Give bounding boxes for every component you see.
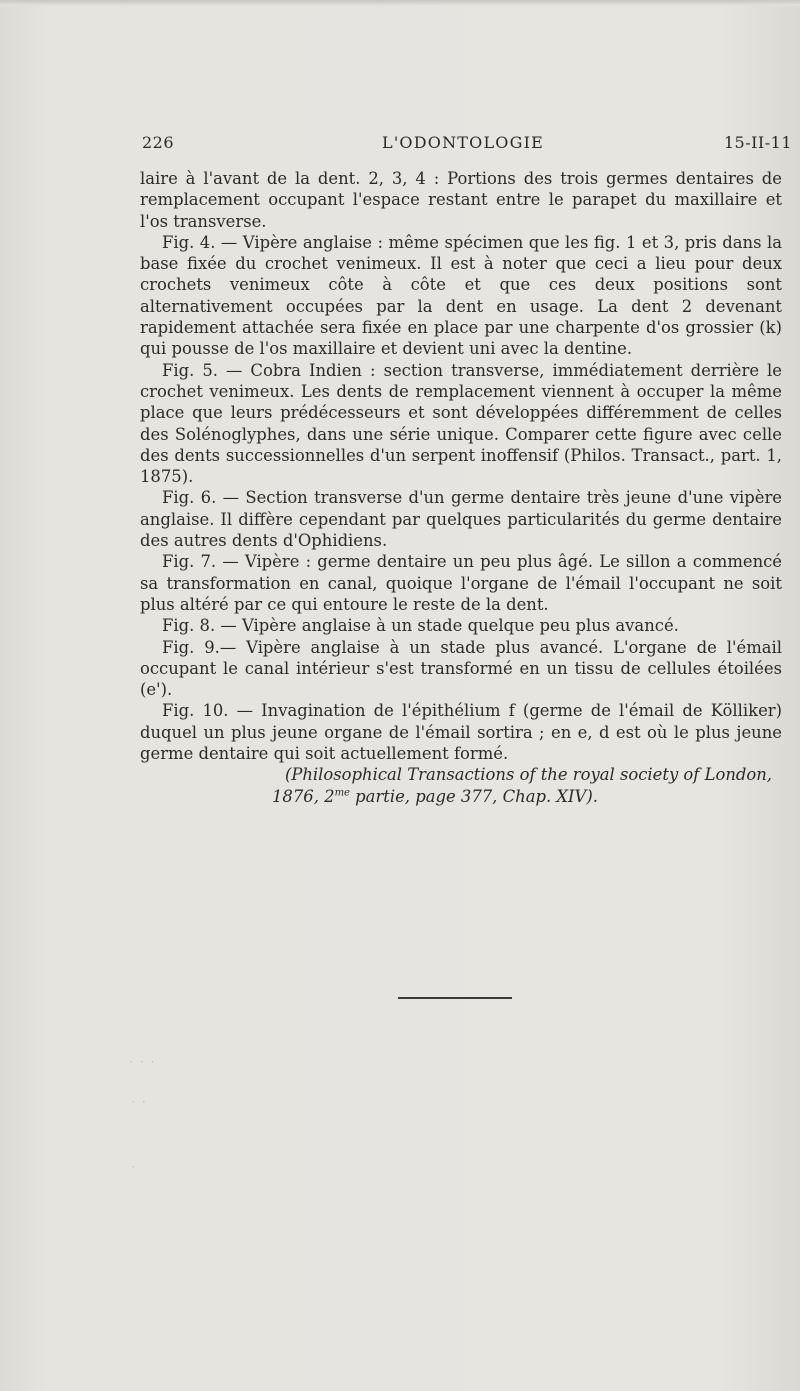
journal-title: L'ODONTOLOGIE: [382, 133, 544, 152]
bleed-through-mark: ˙ ˙: [130, 1100, 148, 1115]
paragraph-fig-6: Fig. 6. — Section transverse d'un germe dentaire très jeune d'une vipère anglaise. Il diffère cependant par quelques particularités du germe dentaire des autres dents d'Ophidiens.: [140, 488, 782, 551]
paragraph-fig-10: Fig. 10. — Invagination de l'épithélium f (germe de l'émail de Kölliker) duquel un plus jeune organe de l'émail sortira ; en e, d est où le plus jeune germe dentaire qui soit actuellement formé.: [140, 701, 782, 764]
running-header: [142, 133, 792, 157]
article-body: [140, 168, 782, 807]
bleed-through-mark: ˙: [130, 1165, 137, 1180]
section-end-rule: [398, 997, 512, 999]
paragraph-fig-5: Fig. 5. — Cobra Indien : section transverse, immédiatement derrière le crochet venimeux. Les dents de remplacement viennent à occuper la même place que leurs prédécesseurs et sont développées différemment de celles des Solénoglyphes, dans une série unique. Comparer cette figure avec celle des dents successionnelles d'un serpent inoffensif (Philos. Transact., part. 1, 1875).: [140, 360, 782, 487]
citation-rest: partie, page 377, Chap. XIV).: [349, 786, 598, 806]
page-number: 226: [142, 133, 175, 152]
paragraph-fig-4: Fig. 4. — Vipère anglaise : même spécimen que les fig. 1 et 3, pris dans la base fixée du crochet venimeux. Il est à noter que ceci a lieu pour deux crochets venimeux côte à côte et que ces deux positions sont alternativement occupées par la dent en usage. La dent 2 devenant rapidement attachée sera fixée en place par une charpente d'os grossier (k) qui pousse de l'os maxillaire et devient uni avec la dentine.: [140, 232, 782, 359]
paragraph-fig-7: Fig. 7. — Vipère : germe dentaire un peu plus âgé. Le sillon a commencé sa transformation en canal, quoique l'organe de l'émail l'occupant ne soit plus altéré par ce qui entoure le reste de la dent.: [140, 552, 782, 614]
source-citation: [140, 764, 782, 807]
paragraph-continued: laire à l'avant de la dent. 2, 3, 4 : Portions des trois germes dentaires de remplacement occupant l'espace restant entre le parapet du maxillaire et l'os transverse.: [140, 169, 782, 231]
paragraph-fig-8: Fig. 8. — Vipère anglaise à un stade quelque peu plus avancé.: [162, 616, 679, 636]
bleed-through-mark: ˙ ˙ ˙: [128, 1060, 156, 1075]
citation-year: 1876, 2: [272, 786, 335, 806]
paragraph-fig-9: Fig. 9.— Vipère anglaise à un stade plus avancé. L'organe de l'émail occupant le canal intérieur s'est transformé en un tissu de cellules étoilées (e').: [140, 637, 782, 700]
citation-line-1: (Philosophical Transactions of the royal society of London,: [284, 765, 772, 785]
citation-line-2: [140, 786, 772, 807]
page-top-edge: [0, 0, 800, 6]
citation-superscript: me: [334, 787, 350, 799]
issue-date: 15-II-11: [723, 133, 792, 152]
